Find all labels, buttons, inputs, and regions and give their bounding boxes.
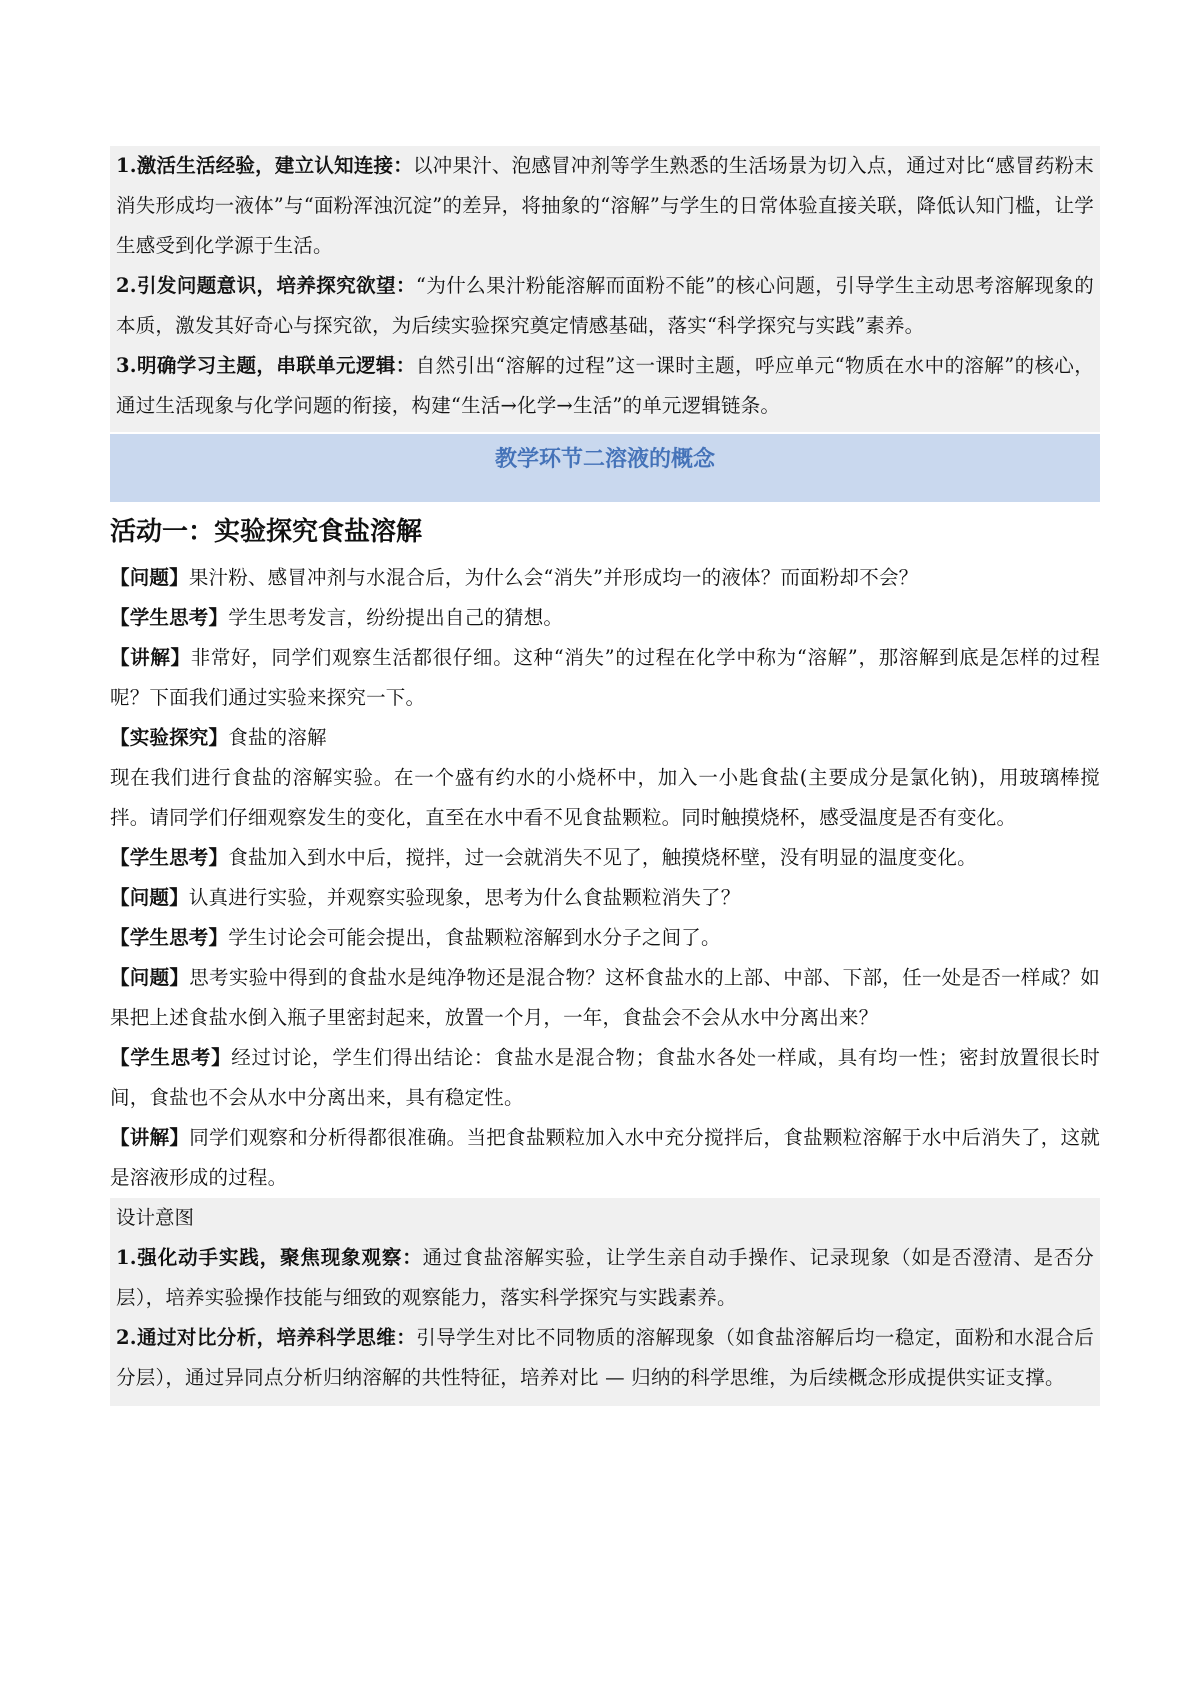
activity-title: 活动一：实验探究食盐溶解 <box>110 517 423 547</box>
intro-point-label: 1.激活生活经验，建立认知连接： <box>116 154 414 177</box>
dialog-line <box>110 918 1100 958</box>
dialog-tag: 【问题】 <box>110 886 189 909</box>
dialog-text: 现在我们进行食盐的溶解实验。在一个盛有约水的小烧杯中，加入一小匙食盐(主要成分是氯化钠)，用玻璃棒搅拌。请同学们仔细观察发生的变化，直至在水中看不见食盐颗粒。同时触摸烧杯，感受温度是否有变化。 <box>110 766 1100 829</box>
intro-point-text: 以冲果汁、泡感冒冲剂等学生熟悉的生活场景为切入点，通过对比“感冒药粉末消失形成均一液体”与“面粉浑浊沉淀”的差异，将抽象的“溶解”与学生的日常体验直接关联，降低认知门槛，让学生感受到化学源于生活。 <box>116 154 1094 257</box>
dialog-line <box>110 718 1100 758</box>
dialog-line <box>110 838 1100 878</box>
dialog-tag: 【讲解】 <box>110 646 191 669</box>
dialog-text: 经过讨论，学生们得出结论：食盐水是混合物；食盐水各处一样咸，具有均一性；密封放置很长时间，食盐也不会从水中分离出来，具有稳定性。 <box>110 1046 1100 1109</box>
dialog-line <box>110 598 1100 638</box>
dialog-line <box>110 638 1100 718</box>
dialog-text: 同学们观察和分析得都很准确。当把食盐颗粒加入水中充分搅拌后，食盐颗粒溶解于水中后消失了，这就是溶液形成的过程。 <box>110 1126 1100 1189</box>
intro-point-label: 2.引发问题意识，培养探究欲望： <box>116 274 416 297</box>
intro-point-text: 自然引出“溶解的过程”这一课时主题，呼应单元“物质在水中的溶解”的核心，通过生活现象与化学问题的衔接，构建“生活→化学→生活”的单元逻辑链条。 <box>116 354 1094 417</box>
dialog-tag: 【问题】 <box>110 566 189 589</box>
design-intent-box <box>110 1198 1100 1406</box>
design-point-label: 2.通过对比分析，培养科学思维： <box>116 1326 417 1349</box>
dialog-tag: 【讲解】 <box>110 1126 190 1149</box>
dialog-line <box>110 1118 1100 1198</box>
dialog-line <box>110 558 1100 598</box>
dialog-tag: 【学生思考】 <box>110 926 229 949</box>
dialog-text: 认真进行实验，并观察实验现象，思考为什么食盐颗粒消失了？ <box>188 886 741 909</box>
experiment-description <box>110 758 1100 838</box>
dialog-text: 食盐的溶解 <box>228 726 327 749</box>
intro-point-3 <box>116 346 1094 426</box>
intro-point-label: 3.明确学习主题，串联单元逻辑： <box>116 354 416 377</box>
design-point-2 <box>116 1318 1094 1398</box>
design-title: 设计意图 <box>116 1206 195 1229</box>
section-banner: 教学环节二溶液的概念 <box>110 434 1100 502</box>
dialog-text: 学生思考发言，纷纷提出自己的猜想。 <box>228 606 564 629</box>
dialog-text: 食盐加入到水中后，搅拌，过一会就消失不见了，触摸烧杯壁，没有明显的温度变化。 <box>228 846 977 869</box>
intro-point-1 <box>116 146 1094 266</box>
design-point-text: 通过食盐溶解实验，让学生亲自动手操作、记录现象（如是否澄清、是否分层），培养实验操作技能与细致的观察能力，落实科学探究与实践素养。 <box>116 1246 1094 1309</box>
design-point-text: 引导学生对比不同物质的溶解现象（如食盐溶解后均一稳定，面粉和水混合后分层），通过异同点分析归纳溶解的共性特征，培养对比 — 归纳的科学思维，为后续概念形成提供实证支撑。 <box>116 1326 1094 1389</box>
dialog-text: 非常好，同学们观察生活都很仔细。这种“消失”的过程在化学中称为“溶解”，那溶解到底是怎样的过程呢？下面我们通过实验来探究一下。 <box>110 646 1100 709</box>
document-page <box>110 146 1100 1406</box>
dialog-text: 思考实验中得到的食盐水是纯净物还是混合物？这杯食盐水的上部、中部、下部，任一处是否一样咸？如果把上述食盐水倒入瓶子里密封起来，放置一个月，一年，食盐会不会从水中分离出来？ <box>110 966 1100 1029</box>
dialog-line <box>110 1038 1100 1118</box>
dialog-block <box>110 558 1100 1198</box>
dialog-tag: 【学生思考】 <box>110 1046 232 1069</box>
intro-point-2 <box>116 266 1094 346</box>
dialog-line <box>110 958 1100 1038</box>
dialog-tag: 【问题】 <box>110 966 190 989</box>
design-point-1 <box>116 1238 1094 1318</box>
dialog-tag: 【学生思考】 <box>110 846 229 869</box>
intro-design-box <box>110 146 1100 432</box>
design-point-label: 1.强化动手实践，聚焦现象观察： <box>116 1246 423 1269</box>
dialog-tag: 【实验探究】 <box>110 726 229 749</box>
intro-point-text: “为什么果汁粉能溶解而面粉不能”的核心问题，引导学生主动思考溶解现象的本质，激发其好奇心与探究欲，为后续实验探究奠定情感基础，落实“科学探究与实践”素养。 <box>116 274 1094 337</box>
dialog-tag: 【学生思考】 <box>110 606 229 629</box>
dialog-text: 果汁粉、感冒冲剂与水混合后，为什么会“消失”并形成均一的液体？而面粉却不会？ <box>188 566 919 589</box>
dialog-line <box>110 878 1100 918</box>
dialog-text: 学生讨论会可能会提出，食盐颗粒溶解到水分子之间了。 <box>228 926 721 949</box>
